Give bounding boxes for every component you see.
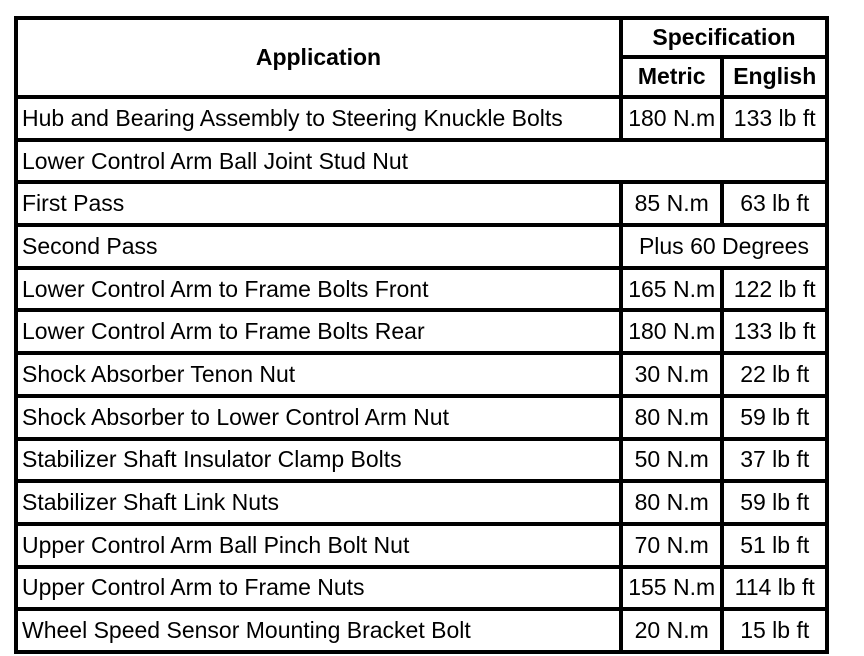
metric-cell: 155 N.m [621,567,723,610]
metric-cell: 80 N.m [621,396,723,439]
english-cell: 15 lb ft [722,609,827,652]
table-row [16,396,827,439]
table-row [16,439,827,482]
torque-spec-table [14,16,829,654]
table-row [16,310,827,353]
application-cell: Shock Absorber to Lower Control Arm Nut [16,396,621,439]
application-cell: Upper Control Arm to Frame Nuts [16,567,621,610]
application-cell: Lower Control Arm to Frame Bolts Rear [16,310,621,353]
english-cell: 63 lb ft [722,182,827,225]
table-row [16,524,827,567]
english-cell: 22 lb ft [722,353,827,396]
metric-cell: 165 N.m [621,268,723,311]
table-row [16,97,827,140]
table-row [16,353,827,396]
metric-cell: 50 N.m [621,439,723,482]
metric-cell: 180 N.m [621,310,723,353]
metric-cell: 80 N.m [621,481,723,524]
application-cell: Stabilizer Shaft Insulator Clamp Bolts [16,439,621,482]
metric-cell: 30 N.m [621,353,723,396]
application-cell: Upper Control Arm Ball Pinch Bolt Nut [16,524,621,567]
header-metric: Metric [621,57,723,97]
english-cell: 133 lb ft [722,97,827,140]
english-cell: 51 lb ft [722,524,827,567]
metric-cell: 85 N.m [621,182,723,225]
specification-cell: Plus 60 Degrees [621,225,827,268]
table-row [16,225,827,268]
metric-cell: 180 N.m [621,97,723,140]
table-row [16,609,827,652]
table-row [16,268,827,311]
english-cell: 114 lb ft [722,567,827,610]
application-cell: Hub and Bearing Assembly to Steering Knuckle Bolts [16,97,621,140]
header-application: Application [16,18,621,97]
table-row [16,182,827,225]
application-cell: Lower Control Arm Ball Joint Stud Nut [16,140,827,183]
application-cell: First Pass [16,182,621,225]
english-cell: 59 lb ft [722,481,827,524]
header-english: English [722,57,827,97]
table-row [16,567,827,610]
table-row [16,140,827,183]
metric-cell: 70 N.m [621,524,723,567]
english-cell: 59 lb ft [722,396,827,439]
english-cell: 133 lb ft [722,310,827,353]
application-cell: Wheel Speed Sensor Mounting Bracket Bolt [16,609,621,652]
table-row [16,481,827,524]
table-header [16,18,827,97]
english-cell: 37 lb ft [722,439,827,482]
application-cell: Lower Control Arm to Frame Bolts Front [16,268,621,311]
header-specification: Specification [621,18,827,57]
english-cell: 122 lb ft [722,268,827,311]
application-cell: Stabilizer Shaft Link Nuts [16,481,621,524]
metric-cell: 20 N.m [621,609,723,652]
application-cell: Second Pass [16,225,621,268]
application-cell: Shock Absorber Tenon Nut [16,353,621,396]
